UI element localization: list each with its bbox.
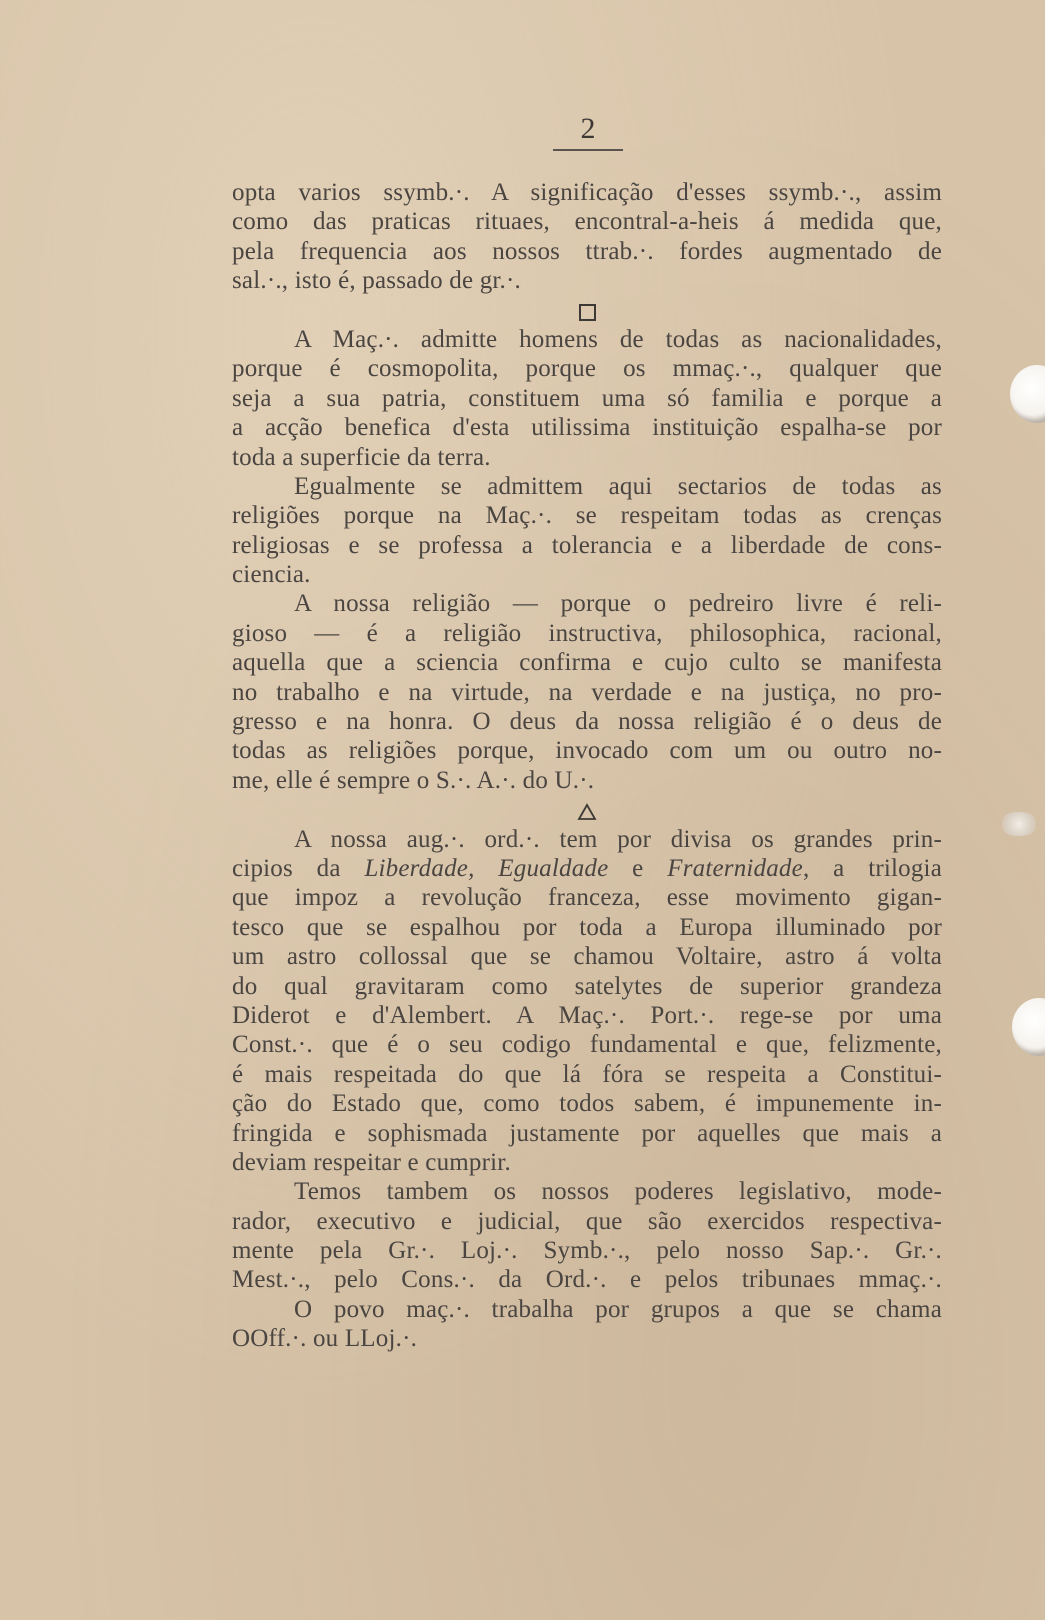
text-line: A nossa religião — porque o pedreiro livre é reli- [294, 590, 942, 618]
text-line: religiosas e se professa a tolerancia e a liberdade de cons- [232, 531, 942, 559]
text-line: sal.·., isto é, passado de gr.·. [232, 267, 521, 295]
text-line-with-italics [232, 854, 942, 883]
text-line: OOff.·. ou LLoj.·. [232, 1325, 418, 1353]
text-segment: e [608, 854, 668, 882]
text-line: Const.·. que é o seu codigo fundamental e que, felizmente, [232, 1031, 942, 1059]
italic-text: Liberdade, Egualdade [364, 854, 609, 882]
text-line: toda a superficie da terra. [232, 443, 491, 471]
text-segment: cipios da [232, 854, 365, 882]
text-line: todas as religiões porque, invocado com um ou outro no- [232, 737, 942, 765]
text-segment: , a trilogia [802, 854, 942, 882]
binder-hole [1010, 365, 1045, 423]
text-line: Egualmente se admittem aqui sectarios de todas as [294, 472, 942, 500]
text-line: A Maç.·. admitte homens de todas as nacionalidades, [294, 325, 942, 353]
triangle-symbol-icon [577, 803, 597, 821]
text-line: como das praticas rituaes, encontral-a-heis á medida que, [232, 208, 942, 236]
text-line: um astro collossal que se chamou Voltaire, astro á volta [232, 943, 942, 971]
text-line: no trabalho e na virtude, na verdade e na justiça, no pro- [232, 678, 942, 706]
page-number-rule [553, 149, 623, 151]
text-line: me, elle é sempre o S.·. A.·. do U.·. [232, 766, 595, 794]
text-line: Temos tambem os nossos poderes legislativo, mode- [294, 1178, 942, 1206]
text-line: porque é cosmopolita, porque os mmaç.·., qualquer que [232, 355, 942, 383]
text-line: fringida e sophismada justamente por aquelles que mais a [232, 1119, 942, 1147]
text-line: a acção benefica d'esta utilissima instituição espalha-se por [232, 414, 942, 442]
text-line: ciencia. [232, 561, 311, 589]
text-line: gresso e na honra. O deus da nossa religião é o deus de [232, 708, 942, 736]
text-line: pela frequencia aos nossos ttrab.·. fordes augmentado de [232, 237, 942, 265]
section-divider [232, 795, 942, 824]
text-line: rador, executivo e judicial, que são exercidos respectiva- [232, 1207, 942, 1235]
text-line: O povo maç.·. trabalha por grupos a que se chama [294, 1295, 942, 1323]
text-line: é mais respeitada do que lá fóra se respeita a Constitui- [232, 1060, 942, 1088]
page-number: 2 [580, 112, 596, 145]
text-line: opta varios ssymb.·. A significação d'esses ssymb.·., assim [232, 179, 942, 206]
binder-hole [1012, 998, 1045, 1056]
text-line: A nossa aug.·. ord.·. tem por divisa os grandes prin- [294, 825, 942, 853]
italic-text: Fraternidade [667, 854, 803, 882]
text-line: aquella que a sciencia confirma e cujo culto se manifesta [232, 649, 942, 677]
text-line: deviam respeitar e cumprir. [232, 1148, 511, 1176]
text-line: mente pela Gr.·. Loj.·. Symb.·., pelo nosso Sap.·. Gr.·. [232, 1237, 942, 1265]
text-line: Diderot e d'Alembert. A Maç.·. Port.·. rege-se por uma [232, 1001, 942, 1029]
square-symbol-icon [579, 304, 596, 321]
body-text [232, 178, 942, 1354]
text-line: gioso — é a religião instructiva, philosophica, racional, [232, 619, 942, 647]
text-line: tesco que se espalhou por toda a Europa illuminado por [232, 913, 942, 941]
text-line: do qual gravitaram como satelytes de superior grandeza [232, 972, 942, 1000]
paper-mark [1002, 812, 1036, 836]
text-line: religiões porque na Maç.·. se respeitam todas as crenças [232, 502, 942, 530]
text-line: que impoz a revolução franceza, esse movimento gigan- [232, 884, 942, 912]
text-line: ção do Estado que, como todos sabem, é impunemente in- [232, 1090, 942, 1118]
text-line: Mest.·., pelo Cons.·. da Ord.·. e pelos tribunaes mmaç.·. [232, 1266, 942, 1294]
text-line: seja a sua patria, constituem uma só familia e porque a [232, 384, 942, 412]
section-divider [232, 296, 942, 325]
